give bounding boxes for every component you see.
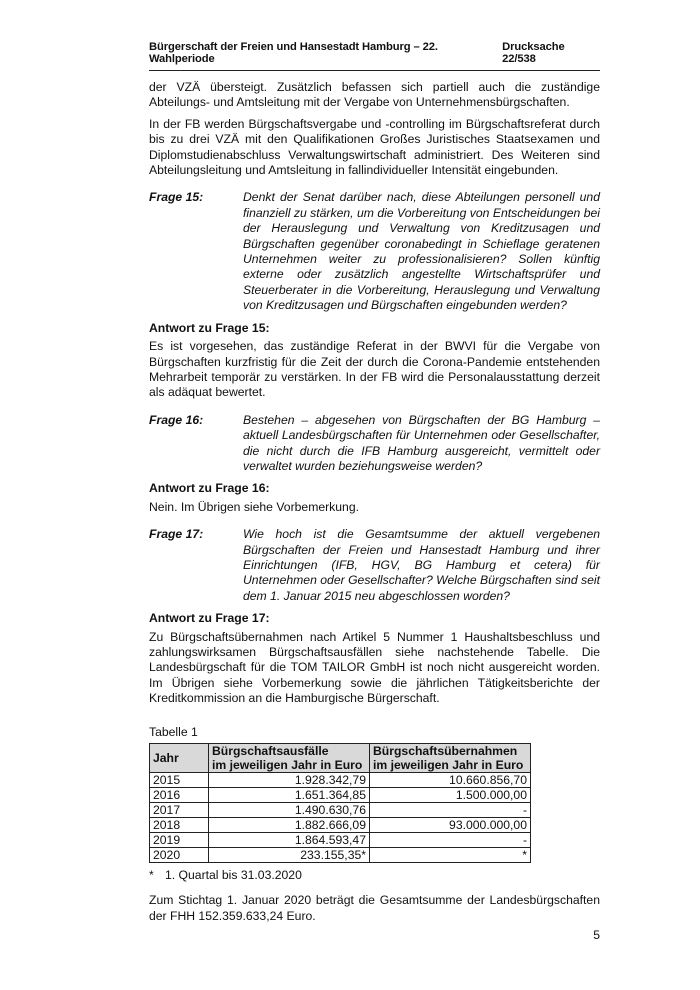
cell-ausfaelle: 1.864.593,47 [209, 833, 370, 848]
cell-year: 2016 [150, 788, 209, 803]
table-row [150, 818, 531, 833]
table-row [150, 803, 531, 818]
answer-heading: Antwort zu Frage 17: [149, 611, 270, 626]
question-16 [149, 413, 600, 475]
question-text: Denkt der Senat darüber nach, diese Abteilungen personell und finanziell zu stärken, um die Vorbereitung von Entscheidungen bei der Herauslegung und Verwaltung von Kreditzusagen und Bürgschaften gegenüber coronabedingt in Schieflage geratenen Unternehmen weiter zu professionalisieren? Sollen künftig externe oder zusätzlich angestellte Wirtschaftsprüfer und Steuerberater in die Vorbereitung, Herauslegung und Verwaltung von Kreditzusagen und Bürgschaften eingebunden werden? [243, 190, 600, 313]
cell-year: 2020 [150, 848, 209, 863]
header-uebernahmen-line2: im jeweiligen Jahr in Euro [373, 758, 524, 773]
cell-uebernahmen: - [370, 833, 531, 848]
cell-ausfaelle: 1.490.630,76 [209, 803, 370, 818]
cell-year: 2017 [150, 803, 209, 818]
cell-uebernahmen: - [370, 803, 531, 818]
cell-uebernahmen: * [370, 848, 531, 863]
cell-uebernahmen: 10.660.856,70 [370, 773, 531, 788]
header-title: Bürgerschaft der Freien und Hansestadt Hamburg – 22. Wahlperiode [149, 41, 438, 65]
cell-ausfaelle: 233.155,35* [209, 848, 370, 863]
page-header [149, 41, 600, 71]
header-uebernahmen [370, 744, 531, 773]
header-year: Jahr [150, 744, 209, 773]
header-ausfaelle [209, 744, 370, 773]
question-label: Frage 15: [149, 190, 204, 205]
table-header-row [150, 744, 531, 773]
header-ausfaelle-line1: Bürgschaftsausfälle [212, 744, 329, 759]
answer-heading: Antwort zu Frage 15: [149, 320, 270, 335]
paragraph: der VZÄ übersteigt. Zusätzlich befassen sich partiell auch die zuständige Abteilungs- und Amtsleitung mit der Vergabe von Unternehmensbürgschaften. [149, 80, 600, 110]
cell-year: 2018 [150, 818, 209, 833]
answer-text: Zu Bürgschaftsübernahmen nach Artikel 5 Nummer 1 Haushaltsbeschluss und zahlungswirksamen Bürgschaftsausfällen siehe nachstehende Tabelle. Die Landesbürgschaft für die TOM TAILOR GmbH ist noch nicht ausgereicht worden. Im Übrigen siehe Vorbemerkung sowie die jährlichen Tätigkeitsberichte der Kreditkommission an die Hamburgische Bürgerschaft. [149, 629, 600, 706]
table-caption: Tabelle 1 [149, 724, 198, 739]
cell-ausfaelle: 1.651.364,85 [209, 788, 370, 803]
question-label: Frage 17: [149, 527, 204, 542]
question-text: Wie hoch ist die Gesamtsumme der aktuell vergebenen Bürgschaften der Freien und Hansestadt Hamburg und ihrer Einrichtungen (IFB, HGV, BG Hamburg et cetera) für Unternehmen oder Gesellschafter? Welche Bürgschaften sind seit dem 1. Januar 2015 neu abgeschlossen worden? [243, 527, 600, 603]
table-row [150, 848, 531, 863]
answer-text: Nein. Im Übrigen siehe Vorbemerkung. [149, 499, 360, 514]
cell-year: 2019 [150, 833, 209, 848]
footnote-marker: * [149, 868, 154, 883]
question-text: Bestehen – abgesehen von Bürgschaften der BG Hamburg – aktuell Landesbürgschaften für Unternehmen oder Gesellschafter, die nicht durch die IFB Hamburg ausgereicht, vermittelt oder verwaltet wurden beziehungsweise werden? [243, 412, 600, 473]
question-15 [149, 190, 600, 313]
cell-uebernahmen: 1.500.000,00 [370, 788, 531, 803]
page-number: 5 [593, 928, 600, 942]
guarantee-table [149, 743, 531, 863]
header-ausfaelle-line2: im jeweiligen Jahr in Euro [212, 758, 363, 773]
table-row [150, 773, 531, 788]
table-row [150, 833, 531, 848]
table-row [150, 788, 531, 803]
header-drucksache: Drucksache 22/538 [502, 41, 565, 65]
answer-heading: Antwort zu Frage 16: [149, 481, 270, 496]
header-uebernahmen-line1: Bürgschaftsübernahmen [373, 744, 518, 759]
cell-uebernahmen: 93.000.000,00 [370, 818, 531, 833]
cell-year: 2015 [150, 773, 209, 788]
cell-ausfaelle: 1.928.342,79 [209, 773, 370, 788]
answer-text: Es ist vorgesehen, das zuständige Referat in der BWVI für die Vergabe von Bürgschaften kurzfristig für die Zeit der durch die Corona-Pandemie entstehenden Mehrarbeit temporär zu verstärken. In der FB wird die Personalausstattung derzeit als adäquat bewertet. [149, 339, 600, 400]
document-body [149, 80, 600, 930]
footnote-text: 1. Quartal bis 31.03.2020 [165, 868, 302, 883]
question-label: Frage 16: [149, 412, 204, 427]
cell-ausfaelle: 1.882.666,09 [209, 818, 370, 833]
closing-paragraph: Zum Stichtag 1. Januar 2020 beträgt die Gesamtsumme der Landesbürgschaften der FHH 152.359.633,24 Euro. [149, 893, 600, 923]
question-17 [149, 527, 600, 604]
paragraph: In der FB werden Bürgschaftsvergabe und -controlling im Bürgschaftsreferat durch bis zu drei VZÄ mit den Qualifikationen Großes Juristisches Staatsexamen und Diplomstudienabschluss Verwaltungswirtschaft administriert. Des Weiteren sind Abteilungsleitung und Amtsleitung in fallindividueller Intensität eingebunden. [149, 116, 600, 178]
footnote [149, 868, 600, 883]
